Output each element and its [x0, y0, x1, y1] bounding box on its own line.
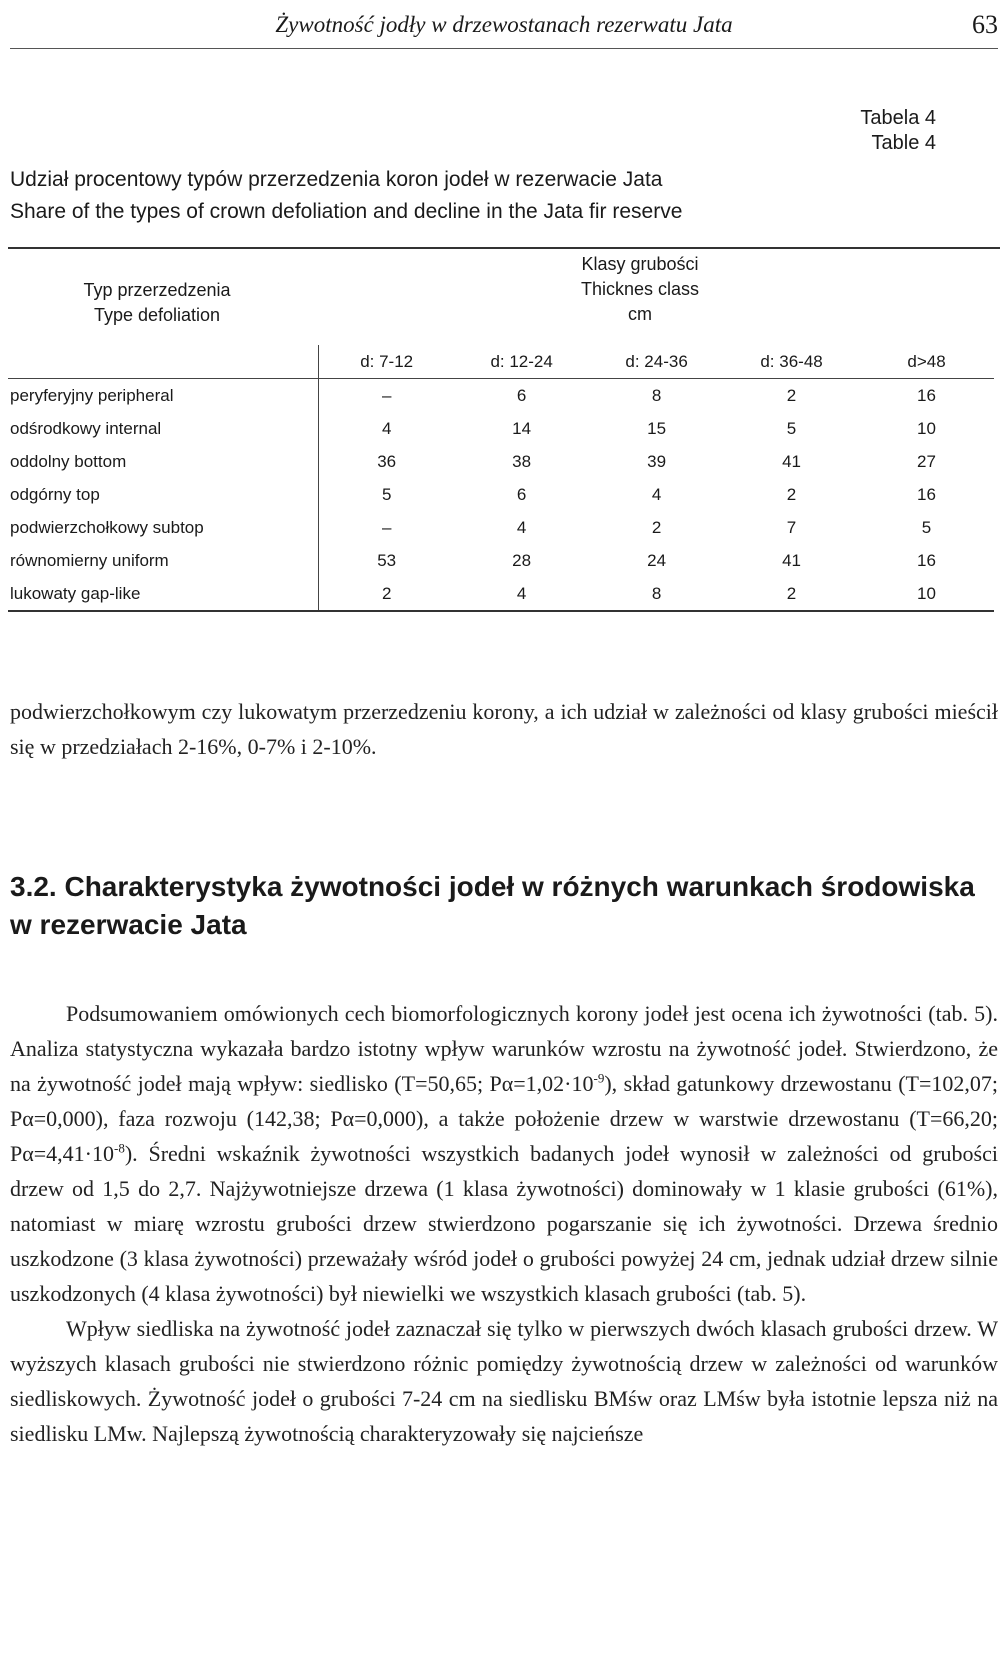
table-cell: 7	[786, 517, 797, 537]
table-row	[8, 379, 994, 413]
running-header	[10, 8, 998, 48]
row-label: oddolny bottom	[10, 451, 127, 471]
row-label: odśrodkowy internal	[10, 418, 162, 438]
table-cell: 4	[319, 412, 454, 445]
table-cell: 5	[921, 517, 932, 537]
exponent: -9	[593, 1070, 605, 1086]
table-row	[8, 511, 994, 544]
paragraph-text: ). Średni wskaźnik żywotności wszystkich badanych jodeł wynosił w zależności od grubości drzew od 1,5 do 2,7. Najżywotniejsze drzewa (1 klasa żywotności) dominowały w 1 klasie grubości (61%), natomiast w miarę wzrostu grubości drzew stwierdzono pogarszanie się ich żywotności. Drzewa średnio uszkodzone (3 klasa żywotności) przeważały wśród jodeł o grubości powyżej 24 cm, jednak udział drzew silnie uszkodzonych (4 klasa żywotności) był niewielki we wszystkich klasach grubości (tab. 5).	[10, 1141, 998, 1306]
section-heading: 3.2. Charakterystyka żywotności jodeł w różnych warunkach środowiska w rezerwacie Jata	[10, 871, 975, 940]
row-label: peryferyjny peripheral	[10, 385, 174, 405]
row-label: podwierzchołkowy subtop	[10, 517, 204, 537]
class-header-unit: cm	[628, 304, 652, 324]
table-number-en: Table 4	[871, 132, 936, 154]
page-number: 63	[972, 10, 998, 39]
defoliation-table	[8, 345, 994, 612]
paragraph-text: ), skład gatunkowy drzewostanu (T=102,07; Pα=0,000), faza rozwoju (142,38; Pα=0,000), a także położenie drzew w warstwie drzewostanu (T=66,20; Pα=4,41·10	[10, 1071, 998, 1166]
table-cell: 15	[647, 418, 667, 438]
column-header: d: 24-36	[589, 345, 724, 379]
table-cell: 4	[651, 484, 662, 504]
table-title-pl: Udział procentowy typów przerzedzenia koron jodeł w rezerwacie Jata	[10, 168, 663, 191]
class-header-en: Thicknes class	[580, 279, 700, 299]
table-cell: 53	[319, 544, 454, 577]
table-cell: 28	[512, 550, 532, 570]
column-header: d: 36-48	[724, 345, 859, 379]
table-cell: 4	[454, 577, 589, 611]
header-rule	[10, 48, 998, 49]
table-row	[8, 412, 994, 445]
table-title-en: Share of the types of crown defoliation and decline in the Jata fir reserve	[10, 200, 683, 223]
table-cell: 8	[651, 385, 662, 405]
table-cell: –	[319, 379, 454, 413]
paragraph-site-influence: Wpływ siedliska na żywotność jodeł zaznaczał się tylko w pierwszych dwóch klasach grubości drzew. W wyższych klasach grubości nie stwierdzono różnic pomiędzy żywotnością drzew w zależności od warunków siedliskowych. Żywotność jodeł o grubości 7-24 cm na siedlisku BMśw oraz LMśw była istotnie lepsza niż na siedlisku LMw. Najlepszą żywotnością charakteryzowały się najcieńsze	[10, 1316, 998, 1446]
table-cell: 16	[917, 385, 936, 405]
exponent: -8	[114, 1140, 125, 1156]
class-group-header	[440, 252, 840, 327]
row-label: lukowaty gap-like	[8, 577, 319, 611]
table-cell: –	[319, 511, 454, 544]
table-cell: 41	[782, 451, 801, 471]
table-row	[8, 577, 994, 611]
table-cell: 39	[647, 451, 667, 471]
table-row	[8, 544, 994, 577]
table-header-row	[8, 345, 994, 379]
table-cell: 8	[589, 577, 724, 611]
table-cell: 4	[516, 517, 527, 537]
table-cell: 27	[917, 451, 936, 471]
column-header: d: 7-12	[319, 345, 454, 379]
table-cell: 2	[786, 484, 797, 504]
table-number	[860, 106, 936, 156]
table-row	[8, 478, 994, 511]
type-header-en: Type defoliation	[93, 305, 221, 325]
column-header: d>48	[859, 345, 994, 379]
table-cell: 2	[651, 517, 662, 537]
table-cell: 38	[512, 451, 532, 471]
table-cell: 16	[917, 550, 936, 570]
class-header-pl: Klasy grubości	[581, 254, 699, 274]
table-cell: 6	[516, 484, 527, 504]
row-label: równomierny uniform	[10, 550, 169, 570]
table-top-rule	[8, 247, 1000, 249]
table-cell: 5	[786, 418, 797, 438]
running-title: Żywotność jodły w drzewostanach rezerwatu Jata	[275, 12, 733, 37]
paragraph-vitality-summary	[10, 996, 998, 1451]
table-cell: 5	[319, 478, 454, 511]
type-column-header	[22, 278, 292, 328]
table-cell: 10	[859, 577, 994, 611]
table-row	[8, 445, 994, 478]
table-cell: 16	[917, 484, 936, 504]
table-cell: 24	[647, 550, 667, 570]
type-header-pl: Typ przerzedzenia	[83, 280, 231, 300]
paragraph-continuation: podwierzchołkowym czy lukowatym przerzedzeniu korony, a ich udział w zależności od klasy grubości mieścił się w przedziałach 2-16%, 0-7% i 2-10%.	[10, 699, 998, 759]
table-number-pl: Tabela 4	[860, 107, 936, 129]
table-cell: 14	[512, 418, 532, 438]
header-blank	[8, 345, 319, 379]
table-cell: 36	[319, 445, 454, 478]
row-label: odgórny top	[10, 484, 100, 504]
paragraph-text: Podsumowaniem omówionych cech biomorfologicznych korony jodeł jest ocena ich żywotności (tab. 5). Analiza statystyczna wykazała bardzo istotny wpływ warunków wzrostu na żywotność jodeł. Stwierdzono, że na żywotność jodeł mają wpływ: siedlisko (T=50,65; Pα=1,02·10	[10, 1001, 998, 1096]
table-cell: 2	[724, 577, 859, 611]
table-cell: 2	[319, 577, 454, 611]
table-cell: 6	[516, 385, 527, 405]
table-cell: 10	[917, 418, 936, 438]
table-cell: 2	[786, 385, 797, 405]
table-cell: 41	[782, 550, 801, 570]
column-header: d: 12-24	[454, 345, 589, 379]
